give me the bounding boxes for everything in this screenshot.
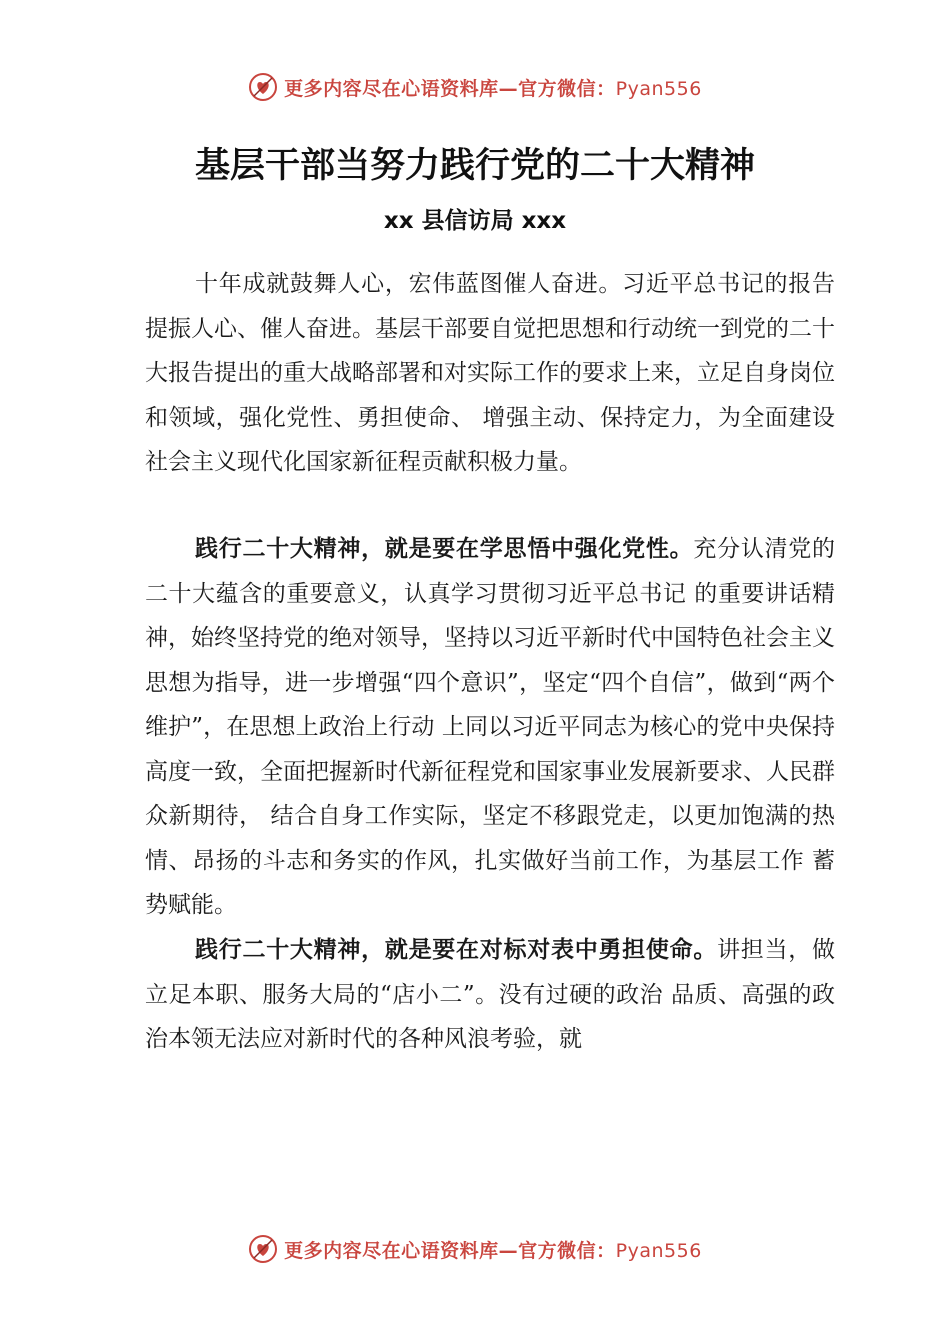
paragraph-3-lead: 践行二十大精神，就是要在对标对表中勇担使命。 [195, 937, 718, 963]
paragraph-2 [145, 527, 835, 928]
paragraph-2-lead: 践行二十大精神，就是要在学思悟中强化党性。 [195, 536, 694, 562]
watermark-text: 更多内容尽在心语资料库—官方微信：Pyan556 [284, 1239, 702, 1262]
watermark-text: 更多内容尽在心语资料库—官方微信：Pyan556 [284, 77, 702, 100]
paragraph-3-text: 讲担当，做立足本职、服务大局的“店小二”。没有过硬的政治 品质、高强的政治本领无法应对新时代的各种风浪考验，就 [145, 937, 836, 1052]
paragraph-2-text: 充分认清党的二十大蕴含的重要意义，认真学习贯彻习近平总书记 的重要讲话精神，始终坚持党的绝对领导，坚持以习近平新时代中国特色社会主义思想为指导，进一步增强“四个意识”，坚定“四个自信”，做到“两个维护”，在思想上政治上行动 上同以习近平同志为核心的党中央保持高度一致，全面把握新时代新征程党和国家事业发展新要求、人民群众新期待， 结合自身工作实际，坚定不移跟党走，以更加饱满的热情、昂扬的斗志和务实的作风，扎实做好当前工作，为基层工作 蓄势赋能。 [145, 536, 836, 918]
heart-logo-icon [248, 1234, 278, 1264]
paragraph-1-text: 十年成就鼓舞人心，宏伟蓝图催人奋进。习近平总书记的报告提振人心、催人奋进。基层干部要自觉把思想和行动统一到党的二十大报告提出的重大战略部署和对实际工作的要求上来，立足自身岗位和领域，强化党性、勇担使命、 增强主动、保持定力，为全面建设社会主义现代化国家新征程贡献积极力量。 [145, 271, 835, 475]
document-author: xx 县信访局 xxx [383, 208, 567, 234]
heart-logo-icon [248, 72, 278, 102]
footer-watermark [0, 1234, 950, 1264]
paragraph-1 [145, 262, 835, 485]
document-title: 基层干部当努力践行党的二十大精神 [194, 146, 755, 186]
header-watermark [0, 72, 950, 102]
paragraph-3 [145, 928, 835, 1062]
